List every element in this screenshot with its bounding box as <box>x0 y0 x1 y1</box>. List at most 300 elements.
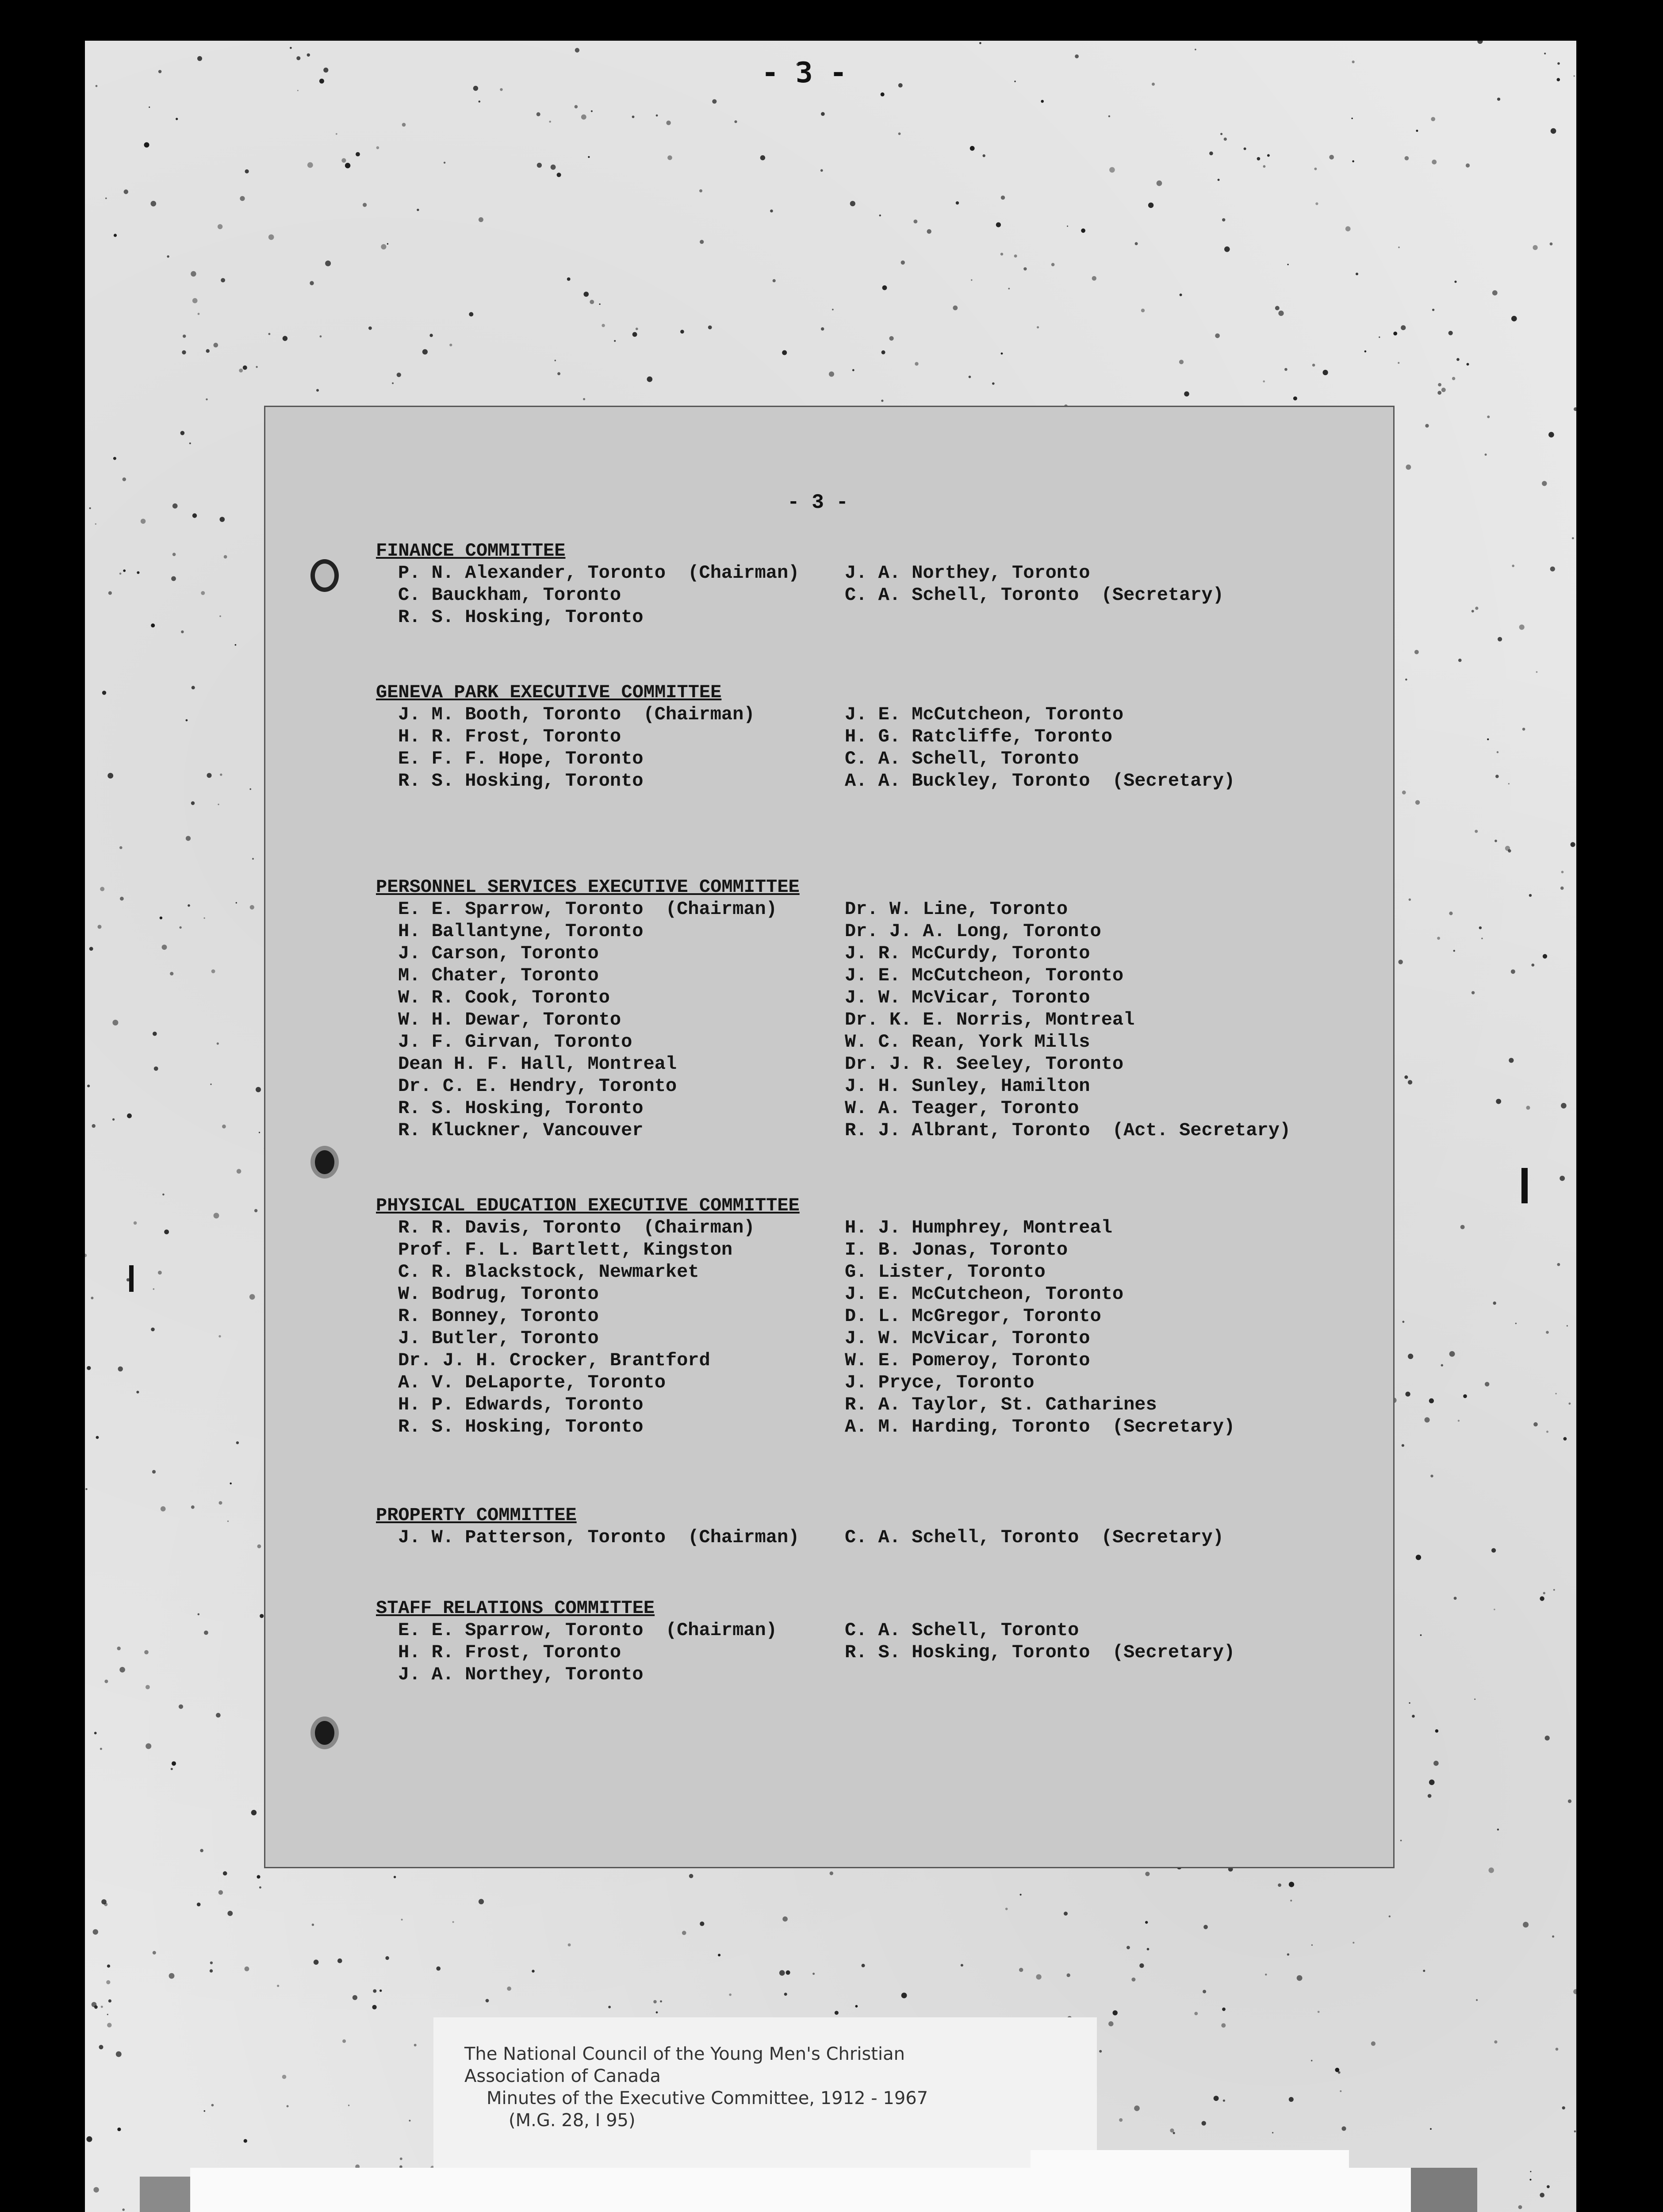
member-entry: Dr. J. A. Long, Toronto <box>845 921 1101 942</box>
speckle-dot <box>1287 1953 1289 1955</box>
speckle-dot <box>1561 1103 1567 1109</box>
speckle-dot <box>712 99 717 104</box>
member-entry: J. M. Booth, Toronto (Chairman) <box>398 704 755 725</box>
speckle-dot <box>1547 2185 1550 2188</box>
speckle-dot <box>87 2136 92 2142</box>
speckle-dot <box>127 1114 132 1118</box>
speckle-dot <box>392 382 394 384</box>
speckle-dot <box>1430 2128 1432 2130</box>
archives-card <box>190 2168 1411 2212</box>
member-entry: E. F. F. Hope, Toronto <box>398 748 644 769</box>
speckle-dot <box>1173 2132 1175 2134</box>
speckle-dot <box>1353 1942 1354 1943</box>
speckle-dot <box>198 313 200 315</box>
speckle-dot <box>821 112 825 116</box>
speckle-dot <box>1139 1963 1144 1968</box>
speckle-dot <box>1509 1058 1514 1063</box>
speckle-dot <box>385 1956 389 1960</box>
speckle-dot <box>614 340 616 342</box>
speckle-dot <box>1278 311 1284 316</box>
speckle-dot <box>1399 960 1403 964</box>
speckle-dot <box>1487 738 1489 740</box>
member-entry: H. G. Ratcliffe, Toronto <box>845 726 1112 747</box>
speckle-dot <box>220 773 222 776</box>
member-entry: Dr. W. Line, Toronto <box>845 899 1068 920</box>
speckle-dot <box>204 1631 208 1635</box>
member-column-left <box>398 1619 777 1686</box>
speckle-dot <box>1563 1437 1567 1440</box>
member-entry: D. L. McGregor, Toronto <box>845 1306 1101 1327</box>
member-column-left <box>398 562 799 628</box>
speckle-dot <box>342 2039 346 2043</box>
speckle-dot <box>167 255 169 257</box>
speckle-dot <box>368 326 372 330</box>
speckle-dot <box>1005 1908 1008 1910</box>
speckle-dot <box>971 279 972 280</box>
speckle-dot <box>1398 362 1399 364</box>
speckle-dot <box>1533 245 1538 250</box>
speckle-dot <box>591 110 593 112</box>
speckle-dot <box>1452 377 1455 380</box>
speckle-dot <box>287 2105 289 2107</box>
speckle-dot <box>782 350 787 355</box>
speckle-dot <box>961 1964 963 1966</box>
speckle-dot <box>136 1391 139 1394</box>
speckle-dot <box>188 904 190 907</box>
speckle-dot <box>1494 840 1497 842</box>
committee-title: PROPERTY COMMITTEE <box>376 1505 577 1526</box>
speckle-dot <box>123 569 126 572</box>
speckle-dot <box>1423 1970 1425 1972</box>
speckle-dot <box>1067 226 1068 227</box>
speckle-dot <box>1481 938 1483 940</box>
speckle-dot <box>1508 783 1510 784</box>
speckle-dot <box>1312 364 1315 367</box>
speckle-dot <box>198 1613 200 1616</box>
speckle-dot <box>102 691 106 695</box>
speckle-dot <box>970 146 975 151</box>
speckle-dot <box>216 1713 221 1718</box>
speckle-dot <box>979 42 981 44</box>
speckle-dot <box>257 1544 261 1548</box>
speckle-dot <box>914 219 918 223</box>
speckle-dot <box>1471 991 1475 994</box>
speckle-dot <box>1209 151 1213 155</box>
speckle-dot <box>217 1042 219 1045</box>
speckle-dot <box>1449 1351 1455 1357</box>
speckle-dot <box>387 243 388 245</box>
speckle-dot <box>1494 2040 1497 2043</box>
speckle-dot <box>700 240 704 244</box>
speckle-dot <box>1275 306 1280 310</box>
member-entry: C. A. Schell, Toronto (Secretary) <box>845 1527 1224 1548</box>
speckle-dot <box>394 1876 396 1878</box>
committee-title: STAFF RELATIONS COMMITTEE <box>376 1598 655 1619</box>
speckle-dot <box>144 1650 149 1655</box>
member-entry: J. F. Girvan, Toronto <box>398 1031 632 1052</box>
member-entry: E. E. Sparrow, Toronto (Chairman) <box>398 1620 777 1641</box>
speckle-dot <box>1041 100 1044 103</box>
speckle-dot <box>881 350 885 354</box>
speckle-dot <box>191 801 195 805</box>
speckle-dot <box>452 1921 454 1923</box>
member-entry: C. A. Schell, Toronto <box>845 1620 1079 1641</box>
speckle-dot <box>653 2000 657 2004</box>
speckle-dot <box>191 271 196 276</box>
speckle-dot <box>1545 1736 1550 1740</box>
speckle-dot <box>1311 2060 1313 2062</box>
speckle-dot <box>210 1083 211 1085</box>
member-entry: W. R. Cook, Toronto <box>398 987 610 1008</box>
archives-card-tab <box>1031 2150 1349 2177</box>
speckle-dot <box>1550 567 1555 572</box>
speckle-dot <box>85 1488 87 1490</box>
speckle-dot <box>1498 637 1502 641</box>
speckle-dot <box>282 2075 287 2079</box>
speckle-dot <box>1415 800 1420 805</box>
speckle-dot <box>850 201 855 206</box>
speckle-dot <box>1526 1106 1530 1110</box>
speckle-dot <box>992 382 995 385</box>
member-entry: A. A. Buckley, Toronto (Secretary) <box>845 770 1235 791</box>
speckle-dot <box>236 1441 239 1444</box>
speckle-dot <box>1573 1989 1576 1994</box>
speckle-dot <box>162 1194 165 1196</box>
punch-hole-top <box>310 559 339 592</box>
speckle-dot <box>336 133 337 135</box>
speckle-dot <box>191 1505 195 1509</box>
speckle-dot <box>93 2187 99 2193</box>
speckle-dot <box>117 1647 121 1650</box>
speckle-dot <box>149 107 150 108</box>
speckle-dot <box>786 1970 790 1975</box>
speckle-dot <box>237 1169 241 1174</box>
speckle-dot <box>192 686 195 689</box>
speckle-dot <box>927 229 931 234</box>
speckle-dot <box>1553 1589 1555 1591</box>
speckle-dot <box>1222 218 1225 221</box>
member-entry: W. Bodrug, Toronto <box>398 1283 599 1305</box>
speckle-dot <box>1314 168 1317 170</box>
speckle-dot <box>1109 167 1115 173</box>
speckle-dot <box>536 112 540 116</box>
member-entry: Dr. J. H. Crocker, Brantford <box>398 1350 710 1371</box>
speckle-dot <box>100 887 104 891</box>
speckle-dot <box>204 918 205 919</box>
member-entry: Dr. J. R. Seeley, Toronto <box>845 1053 1124 1075</box>
committee-title: PHYSICAL EDUCATION EXECUTIVE COMMITTEE <box>376 1195 800 1216</box>
speckle-dot <box>666 121 671 125</box>
speckle-dot <box>1222 2008 1226 2011</box>
committee-section <box>376 1597 1235 1685</box>
speckle-dot <box>341 158 346 163</box>
speckle-dot <box>268 333 271 335</box>
speckle-dot <box>141 519 146 524</box>
speckle-dot <box>1511 316 1517 322</box>
speckle-dot <box>1449 912 1452 915</box>
speckle-dot <box>1557 62 1560 65</box>
speckle-dot <box>1405 679 1407 681</box>
speckle-dot <box>1152 83 1155 86</box>
speckle-dot <box>204 2110 206 2112</box>
speckle-dot <box>1263 380 1265 383</box>
speckle-dot <box>1493 1302 1496 1305</box>
speckle-dot <box>444 162 445 164</box>
speckle-dot <box>1569 1402 1571 1405</box>
speckle-dot <box>855 2005 858 2008</box>
speckle-dot <box>835 2011 839 2015</box>
speckle-dot <box>1404 1075 1408 1079</box>
speckle-dot <box>376 146 379 150</box>
committee-title: GENEVA PARK EXECUTIVE COMMITTEE <box>376 682 722 703</box>
speckle-dot <box>363 203 367 207</box>
speckle-dot <box>91 1297 93 1299</box>
speckle-dot <box>1505 846 1510 851</box>
speckle-dot <box>1224 246 1230 252</box>
speckle-dot <box>107 2023 111 2027</box>
speckle-dot <box>1485 1382 1489 1386</box>
speckle-dot <box>180 431 185 435</box>
member-entry: R. A. Taylor, St. Catharines <box>845 1394 1157 1415</box>
speckle-dot <box>581 115 586 120</box>
speckle-dot <box>486 1999 489 2002</box>
member-entry: C. A. Schell, Toronto (Secretary) <box>845 584 1224 606</box>
speckle-dot <box>881 92 885 96</box>
speckle-dot <box>1485 453 1487 456</box>
speckle-dot <box>345 163 350 168</box>
speckle-dot <box>1194 2012 1198 2016</box>
speckle-dot <box>1474 1698 1475 1700</box>
committee-section <box>376 1504 1224 1548</box>
speckle-dot <box>227 1521 229 1522</box>
speckle-dot <box>1458 659 1462 662</box>
speckle-dot <box>718 1954 720 1956</box>
speckle-dot <box>1284 368 1287 371</box>
speckle-dot <box>953 306 958 311</box>
speckle-dot <box>782 1916 788 1922</box>
speckle-dot <box>230 1482 232 1484</box>
speckle-dot <box>89 507 91 509</box>
speckle-dot <box>983 154 985 157</box>
speckle-dot <box>969 376 971 378</box>
speckle-dot <box>1000 253 1003 255</box>
speckle-dot <box>1323 370 1328 375</box>
speckle-dot <box>1345 226 1351 231</box>
page-number: - 3 - <box>787 491 849 514</box>
speckle-dot <box>1438 383 1441 387</box>
speckle-dot <box>862 1964 865 1967</box>
speckle-dot <box>122 2208 125 2211</box>
speckle-dot <box>249 1294 255 1300</box>
speckle-dot <box>1008 288 1010 290</box>
speckle-dot <box>373 1989 376 1993</box>
speckle-dot <box>401 1919 403 1920</box>
speckle-dot <box>479 100 481 103</box>
speckle-dot <box>1318 2011 1320 2013</box>
speckle-dot <box>1557 78 1560 81</box>
speckle-dot <box>656 2011 658 2013</box>
member-entry: I. B. Jonas, Toronto <box>845 1239 1068 1260</box>
speckle-dot <box>567 277 571 281</box>
member-entry: H. R. Frost, Toronto <box>398 726 621 747</box>
speckle-dot <box>1574 2131 1576 2133</box>
speckle-dot <box>108 591 112 595</box>
speckle-dot <box>210 1962 213 1964</box>
speckle-dot <box>1546 1431 1548 1433</box>
speckle-dot <box>1441 1364 1443 1366</box>
speckle-dot <box>325 261 331 266</box>
speckle-dot <box>557 173 561 177</box>
speckle-dot <box>134 1221 137 1225</box>
speckle-dot <box>575 105 578 108</box>
member-entry: R. S. Hosking, Toronto <box>398 770 644 791</box>
member-entry: A. M. Harding, Toronto (Secretary) <box>845 1416 1235 1437</box>
source-label-line-1: The National Council of the Young Men's Christian <box>464 2044 905 2064</box>
speckle-dot <box>312 1924 314 1926</box>
speckle-dot <box>636 328 638 330</box>
speckle-dot <box>1141 309 1145 312</box>
speckle-dot <box>259 1132 260 1133</box>
speckle-dot <box>104 1903 107 1906</box>
member-entry: G. Lister, Toronto <box>845 1261 1046 1283</box>
speckle-dot <box>107 2014 108 2015</box>
speckle-dot <box>881 399 883 402</box>
speckle-dot <box>96 1436 99 1439</box>
speckle-dot <box>1267 154 1270 157</box>
speckle-dot <box>821 327 824 330</box>
speckle-dot <box>1051 263 1055 266</box>
speckle-dot <box>201 591 205 595</box>
speckle-dot <box>1405 156 1409 161</box>
speckle-dot <box>197 56 202 61</box>
speckle-dot <box>1001 196 1005 200</box>
speckle-dot <box>1401 325 1406 330</box>
speckle-dot <box>1533 1422 1538 1427</box>
speckle-dot <box>660 2001 662 2003</box>
speckle-dot <box>186 836 191 841</box>
speckle-dot <box>1081 228 1085 233</box>
speckle-dot <box>118 1367 123 1371</box>
speckle-dot <box>356 152 360 157</box>
speckle-dot <box>760 155 765 160</box>
member-entry: W. E. Pomeroy, Toronto <box>845 1350 1090 1371</box>
speckle-dot <box>158 1271 162 1275</box>
speckle-dot <box>1134 2105 1140 2111</box>
speckle-dot <box>197 1903 201 1907</box>
speckle-dot <box>160 917 162 919</box>
speckle-dot <box>162 945 167 950</box>
speckle-dot <box>1203 1925 1208 1929</box>
member-entry: A. V. DeLaporte, Toronto <box>398 1372 666 1393</box>
speckle-dot <box>1458 1420 1460 1421</box>
speckle-dot <box>254 1209 257 1212</box>
speckle-dot <box>207 773 212 778</box>
member-entry: Dean H. F. Hall, Montreal <box>398 1053 677 1075</box>
speckle-dot <box>1108 2021 1113 2026</box>
member-entry: H. Ballantyne, Toronto <box>398 921 644 942</box>
member-entry: C. A. Schell, Toronto <box>845 748 1079 769</box>
speckle-dot <box>1574 407 1576 411</box>
member-entry: E. E. Sparrow, Toronto (Chairman) <box>398 899 777 920</box>
member-entry: C. R. Blackstock, Newmarket <box>398 1261 699 1283</box>
speckle-dot <box>93 1929 98 1935</box>
member-entry: Dr. C. E. Hendry, Toronto <box>398 1075 677 1097</box>
speckle-dot <box>219 1501 222 1505</box>
speckle-dot <box>1494 1609 1495 1610</box>
speckle-dot <box>307 162 313 168</box>
source-label-line-4: (M.G. 28, I 95) <box>509 2110 636 2131</box>
speckle-dot <box>1412 1715 1415 1718</box>
speckle-dot <box>1338 2071 1341 2074</box>
speckle-dot <box>1402 1321 1405 1323</box>
speckle-dot <box>1352 61 1355 63</box>
speckle-dot <box>206 349 210 353</box>
member-entry: R. S. Hosking, Toronto <box>398 1416 644 1437</box>
speckle-dot <box>179 926 181 929</box>
speckle-dot <box>223 1871 227 1876</box>
speckle-dot <box>1552 1936 1554 1938</box>
speckle-dot <box>1497 98 1500 101</box>
speckle-dot <box>296 56 300 60</box>
speckle-dot <box>119 1667 125 1673</box>
speckle-dot <box>397 373 401 377</box>
speckle-dot <box>1536 671 1538 673</box>
speckle-dot <box>1432 309 1434 311</box>
speckle-dot <box>256 1087 261 1092</box>
speckle-dot <box>584 292 589 297</box>
speckle-dot <box>1568 1799 1571 1803</box>
speckle-dot <box>144 142 149 148</box>
speckle-dot <box>218 224 222 229</box>
speckle-dot <box>224 555 227 559</box>
speckle-dot <box>146 1743 151 1749</box>
speckle-dot <box>708 326 712 330</box>
speckle-dot <box>1223 2100 1225 2102</box>
speckle-dot <box>1014 81 1015 82</box>
speckle-dot <box>1145 1921 1148 1924</box>
speckle-dot <box>171 576 176 581</box>
member-entry: J. W. McVicar, Toronto <box>845 1328 1090 1349</box>
speckle-dot <box>153 1288 155 1290</box>
speckle-dot <box>1530 2171 1531 2172</box>
speckle-dot <box>1540 2193 1544 2198</box>
speckle-dot <box>1371 2041 1376 2046</box>
speckle-dot <box>219 615 221 617</box>
member-column-left <box>398 898 777 1141</box>
speckle-dot <box>1179 360 1184 364</box>
speckle-dot <box>1441 388 1446 392</box>
speckle-dot <box>1398 246 1400 248</box>
speckle-dot <box>1475 830 1478 833</box>
committee-section <box>376 681 1235 791</box>
speckle-dot <box>1170 2128 1174 2132</box>
speckle-dot <box>260 1614 264 1618</box>
speckle-dot <box>158 70 161 73</box>
speckle-dot <box>1402 791 1406 795</box>
speckle-dot <box>1221 2023 1226 2028</box>
speckle-dot <box>1487 415 1490 418</box>
speckle-dot <box>1393 332 1397 336</box>
speckle-dot <box>500 88 502 91</box>
speckle-dot <box>1400 1840 1402 1842</box>
speckle-dot <box>100 1748 102 1750</box>
speckle-dot <box>1567 1325 1568 1326</box>
speckle-dot <box>1512 565 1514 567</box>
speckle-dot <box>1406 465 1411 470</box>
speckle-dot <box>882 285 887 290</box>
member-entry: W. C. Rean, York Mills <box>845 1031 1090 1052</box>
speckle-dot <box>1406 1392 1410 1397</box>
